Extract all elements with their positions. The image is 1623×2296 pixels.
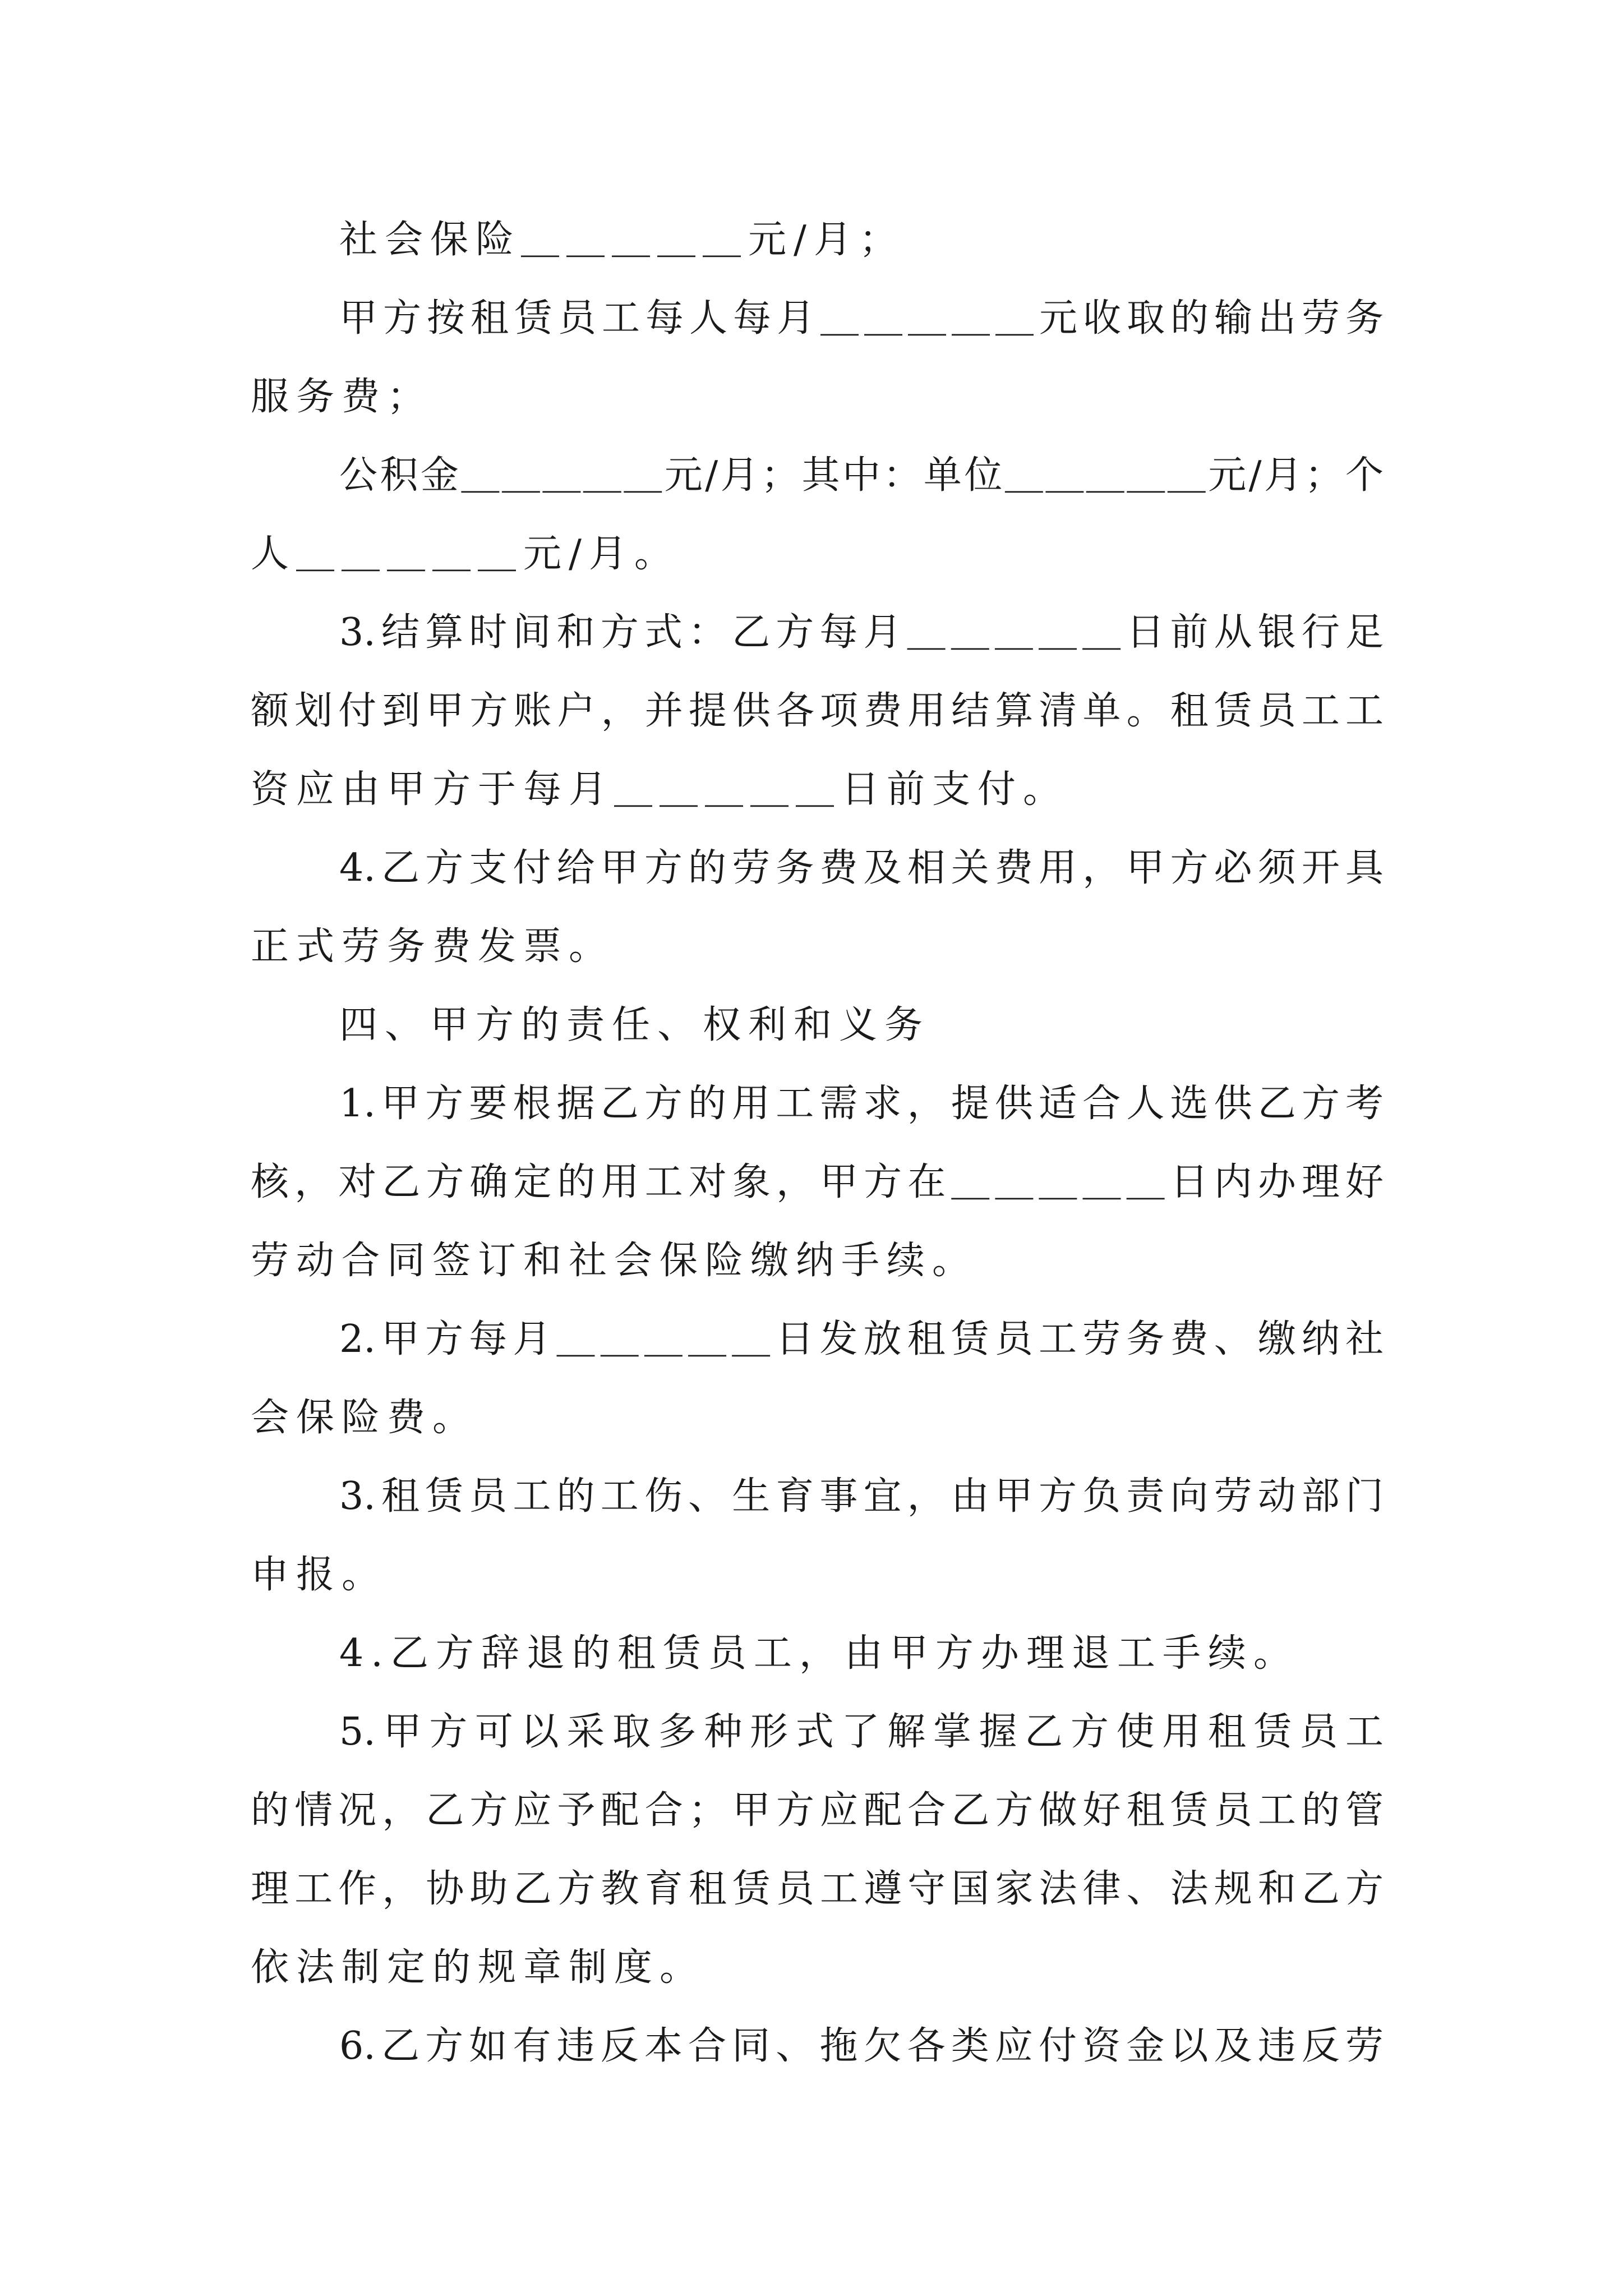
text-line: 核，对乙方确定的用工对象，甲方在＿＿＿＿＿日内办理好	[251, 1160, 1384, 1204]
text-line: 劳动合同签订和社会保险缴纳手续。	[251, 1239, 978, 1283]
text-line: 公积金＿＿＿＿＿元/月；其中：单位＿＿＿＿＿元/月；个	[339, 453, 1384, 498]
text-line: 申报。	[251, 1553, 388, 1597]
text-line: 4.乙方辞退的租赁员工，由甲方办理退工手续。	[339, 1631, 1299, 1676]
text-line: 社会保险＿＿＿＿＿元/月；	[339, 218, 905, 262]
text-line: 1.甲方要根据乙方的用工需求，提供适合人选供乙方考	[339, 1082, 1384, 1126]
text-line: 人＿＿＿＿＿元/月。	[251, 532, 680, 576]
text-line: 依法制定的规章制度。	[251, 1945, 706, 1990]
text-line: 4.乙方支付给甲方的劳务费及相关费用，甲方必须开具	[339, 846, 1384, 890]
text-line: 资应由甲方于每月＿＿＿＿＿日前支付。	[251, 767, 1069, 812]
text-line: 理工作，协助乙方教育租赁员工遵守国家法律、法规和乙方	[251, 1867, 1384, 1911]
text-line: 6.乙方如有违反本合同、拖欠各类应付资金以及违反劳	[339, 2024, 1384, 2068]
section-heading: 四、甲方的责任、权利和义务	[339, 1003, 930, 1047]
text-line: 会保险费。	[251, 1396, 478, 1440]
text-line: 甲方按租赁员工每人每月＿＿＿＿＿元收取的输出劳务	[339, 296, 1384, 341]
text-line: 3.结算时间和方式：乙方每月＿＿＿＿＿日前从银行足	[339, 610, 1384, 655]
text-line: 3.租赁员工的工伤、生育事宜，由甲方负责向劳动部门	[339, 1474, 1384, 1519]
text-line: 正式劳务费发票。	[251, 924, 615, 969]
text-line: 5.甲方可以采取多种形式了解掌握乙方使用租赁员工	[339, 1710, 1384, 1754]
text-line: 2.甲方每月＿＿＿＿＿日发放租赁员工劳务费、缴纳社	[339, 1317, 1384, 1361]
text-line: 的情况，乙方应予配合；甲方应配合乙方做好租赁员工的管	[251, 1788, 1384, 1833]
text-line: 额划付到甲方账户，并提供各项费用结算清单。租赁员工工	[251, 689, 1384, 733]
text-line: 服务费；	[251, 375, 433, 419]
